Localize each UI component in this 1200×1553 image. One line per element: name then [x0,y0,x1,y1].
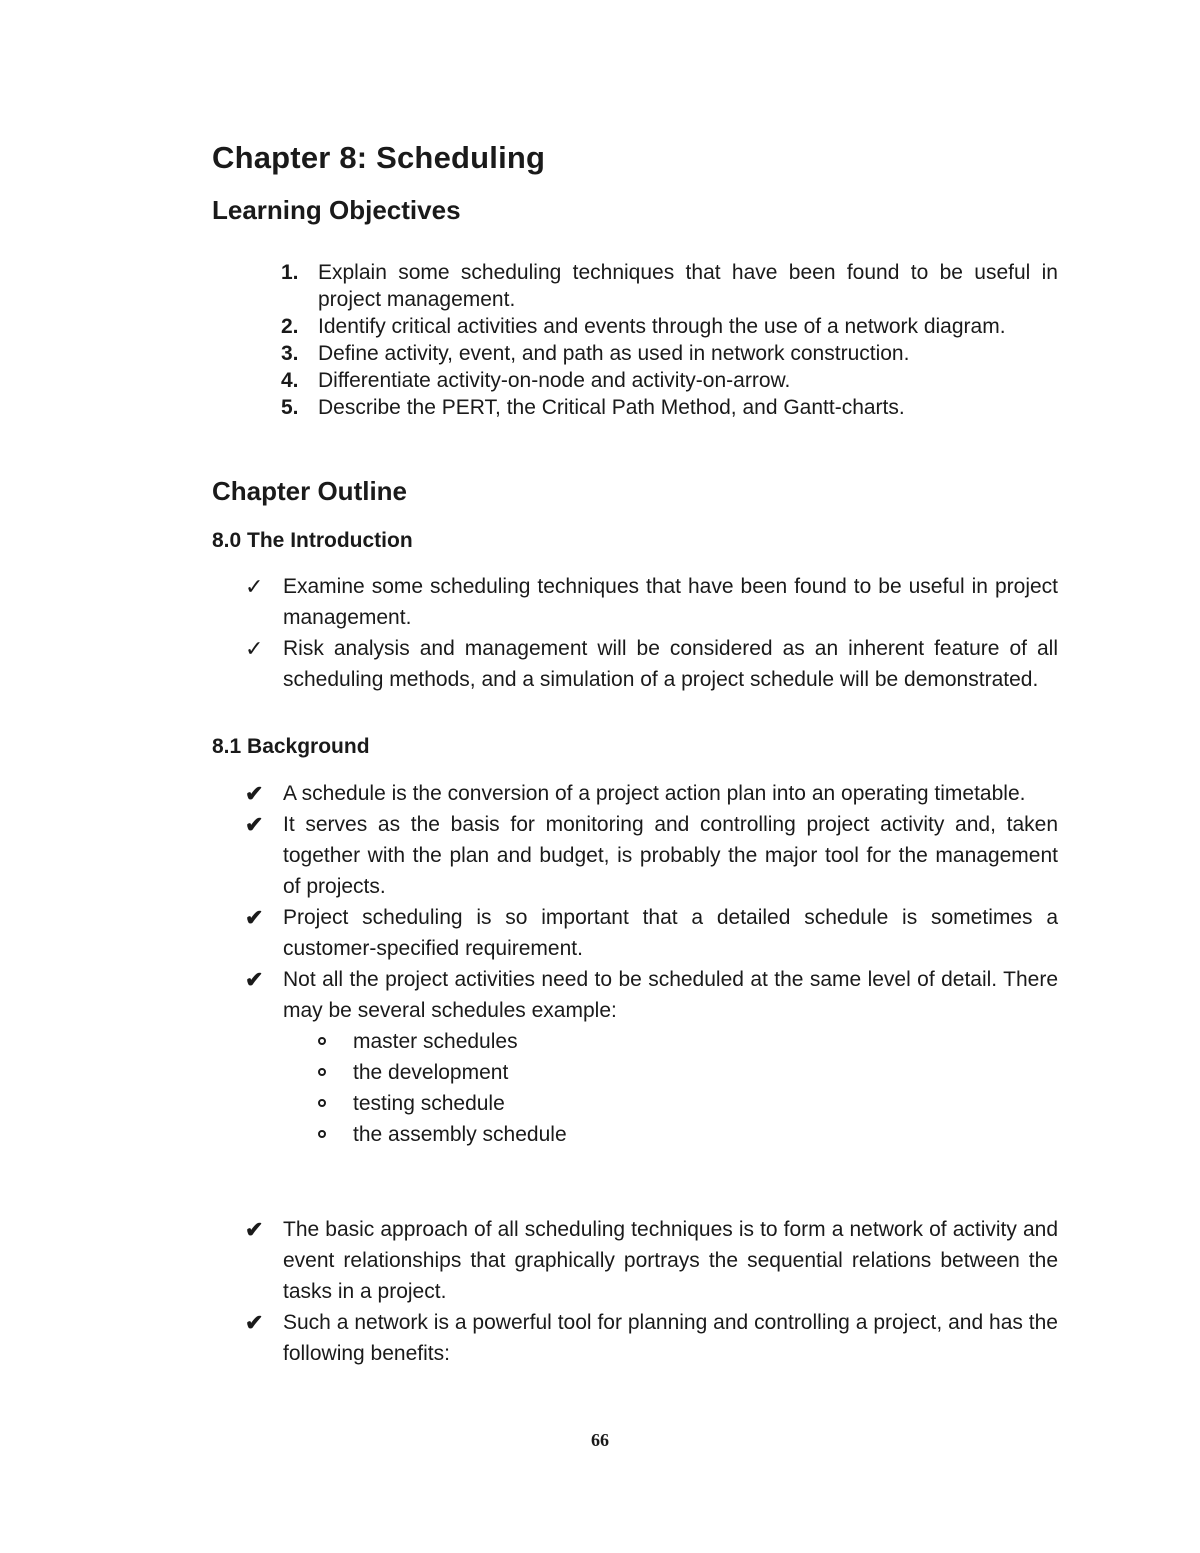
objective-text: Differentiate activity-on-node and activity-on-arrow. [318,369,791,392]
objective-number: 3. [281,342,299,365]
list-item-text: Examine some scheduling techniques that have been found to be useful in project management. [283,575,1058,629]
checkmark-icon: ✔ [245,967,264,992]
background-list-continued [245,1214,1058,1369]
checkmark-icon: ✔ [245,1310,264,1335]
section-heading-background: 8.1 Background [212,735,370,758]
list-item-text: Not all the project activities need to be scheduled at the same level of detail. There may be several schedules example: [283,968,1058,1022]
checkmark-icon: ✓ [245,574,264,599]
learning-objectives-list [281,259,1058,421]
list-item-text: Project scheduling is so important that a detailed schedule is sometimes a customer-specified requirement. [283,906,1058,960]
objective-item [281,394,1058,421]
list-item [245,1214,1058,1307]
checkmark-icon: ✔ [245,812,264,837]
objective-text: Identify critical activities and events through the use of a network diagram. [318,315,1006,338]
checkmark-icon: ✔ [245,905,264,930]
objective-text: Define activity, event, and path as used in network construction. [318,342,910,365]
background-list [245,778,1058,1150]
introduction-list [245,571,1058,695]
checkmark-icon: ✔ [245,781,264,806]
page-number: 66 [591,1430,609,1450]
list-item-text: Risk analysis and management will be considered as an inherent feature of all scheduling methods, and a simulation of a project schedule will be demonstrated. [283,637,1058,691]
checkmark-icon: ✔ [245,1217,264,1242]
sub-list-item-text: the assembly schedule [353,1123,567,1146]
list-item [245,633,1058,695]
list-item [245,902,1058,964]
chapter-outline-heading: Chapter Outline [212,476,408,506]
objective-number: 5. [281,396,299,419]
sub-list-item-text: the development [353,1061,509,1084]
circle-bullet-icon [318,1099,326,1107]
sub-list-item-text: master schedules [353,1030,518,1053]
objective-item [281,259,1058,313]
list-item-text: The basic approach of all scheduling techniques is to form a network of activity and event relationships that graphically portrays the sequential relations between the tasks in a project. [283,1218,1058,1303]
list-item-text: A schedule is the conversion of a project action plan into an operating timetable. [283,782,1026,805]
list-item-text: It serves as the basis for monitoring and controlling project activity and, taken together with the plan and budget, is probably the major tool for the management of projects. [283,813,1058,898]
objective-number: 4. [281,369,299,392]
list-item [245,809,1058,902]
checkmark-icon: ✓ [245,636,264,661]
sub-list-item [283,1057,1058,1088]
circle-bullet-icon [318,1037,326,1045]
list-item [245,1307,1058,1369]
objective-text: Explain some scheduling techniques that have been found to be useful in project management. [318,261,1058,311]
circle-bullet-icon [318,1130,326,1138]
learning-objectives-heading: Learning Objectives [212,195,461,225]
objective-item [281,367,1058,394]
circle-bullet-icon [318,1068,326,1076]
objective-item [281,340,1058,367]
list-item [245,778,1058,809]
section-heading-introduction: 8.0 The Introduction [212,529,413,552]
list-item [245,964,1058,1150]
sub-list-item-text: testing schedule [353,1092,505,1115]
objective-item [281,313,1058,340]
sub-list-item [283,1026,1058,1057]
objective-number: 1. [281,261,299,284]
objective-number: 2. [281,315,299,338]
list-item [245,571,1058,633]
sub-list-item [283,1088,1058,1119]
list-item-text: Such a network is a powerful tool for planning and controlling a project, and has the following benefits: [283,1311,1058,1365]
schedule-examples-list [283,1026,1058,1150]
chapter-title: Chapter 8: Scheduling [212,140,546,175]
objective-text: Describe the PERT, the Critical Path Method, and Gantt-charts. [318,396,905,419]
sub-list-item [283,1119,1058,1150]
